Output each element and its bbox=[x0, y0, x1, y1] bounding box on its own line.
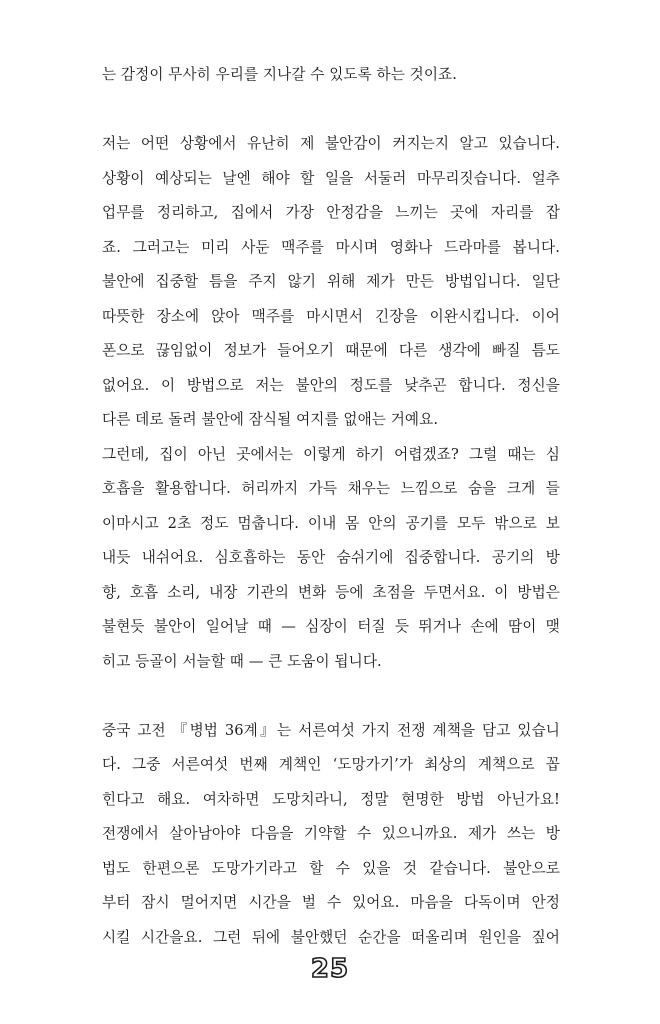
text-line: 히고 등골이 서늘할 때 — 큰 도움이 됩니다. bbox=[102, 652, 382, 670]
text-line: 내듯 내쉬어요. 심호흡하는 동안 숨쉬기에 집중합니다. 공기의 방 bbox=[102, 549, 560, 566]
text-line: 이마시고 2초 정도 멈춥니다. 이내 몸 안의 공기를 모두 밖으로 보 bbox=[102, 514, 560, 532]
paragraph-1 bbox=[102, 58, 560, 93]
text-line: 그런데, 집이 아닌 곳에서는 이렇게 하기 어렵겠죠? 그럴 때는 심 bbox=[102, 445, 560, 463]
page-body bbox=[102, 58, 560, 955]
text-line: 시킬 시간을요. 그런 뒤에 불안했던 순간을 떠올리며 원인을 짚어 bbox=[102, 928, 560, 946]
text-line: 폰으로 끊임없이 정보가 들어오기 때문에 다른 생각에 빠질 틈도 bbox=[102, 342, 560, 359]
text-line: 는 감정이 무사히 우리를 지나갈 수 있도록 하는 것이죠. bbox=[102, 66, 457, 83]
text-line: 불안에 집중할 틈을 주지 않기 위해 제가 만든 방법입니다. 일단 bbox=[102, 273, 560, 290]
text-line: 저는 어떤 상황에서 유난히 제 불안감이 커지는지 알고 있습니다. bbox=[102, 135, 560, 152]
text-line: 업무를 정리하고, 집에서 가장 안정감을 느끼는 곳에 자리를 잡 bbox=[102, 204, 560, 221]
text-line: 전쟁에서 살아남아야 다음을 기약할 수 있으니까요. 제가 쓰는 방 bbox=[102, 825, 560, 842]
text-line: 없어요. 이 방법으로 저는 불안의 정도를 낮추곤 합니다. 정신을 bbox=[102, 376, 560, 394]
text-line: 다른 데로 돌려 불안에 잠식될 여지를 없애는 거예요. bbox=[102, 411, 439, 428]
text-line: 힌다고 해요. 여차하면 도망치라니, 정말 현명한 방법 아닌가요! bbox=[102, 790, 560, 808]
text-line: 법도 한편으론 도망가기라고 할 수 있을 것 같습니다. 불안으로 bbox=[102, 859, 560, 877]
page-number: 25 bbox=[310, 954, 350, 984]
text-line: 불현듯 불안이 일어날 때 — 심장이 터질 듯 뛰거나 손에 땀이 맺 bbox=[102, 618, 560, 635]
text-line: 상황이 예상되는 날엔 해야 할 일을 서둘러 마무리짓습니다. 얼추 bbox=[102, 169, 560, 187]
text-line: 따뜻한 장소에 앉아 맥주를 마시면서 긴장을 이완시킵니다. 이어 bbox=[102, 307, 560, 325]
text-line: 중국 고전 『병법 36계』는 서른여섯 가지 전쟁 계책을 담고 있습니 bbox=[102, 721, 560, 739]
text-line: 부터 잠시 멀어지면 시간을 벌 수 있어요. 마음을 다독이며 안정 bbox=[102, 894, 560, 911]
text-line: 호흡을 활용합니다. 허리까지 가득 채우는 느낌으로 숨을 크게 들 bbox=[102, 480, 560, 497]
paragraph-2 bbox=[102, 127, 560, 679]
paragraph-3 bbox=[102, 714, 560, 956]
text-line: 죠. 그러고는 미리 사둔 맥주를 마시며 영화나 드라마를 봅니다. bbox=[102, 238, 560, 256]
text-line: 향, 호흡 소리, 내장 기관의 변화 등에 초점을 두면서요. 이 방법은 bbox=[102, 583, 560, 601]
text-line: 다. 그중 서른여섯 번째 계책인 ‘도망가기’가 최상의 계책으로 꼽 bbox=[102, 756, 560, 773]
